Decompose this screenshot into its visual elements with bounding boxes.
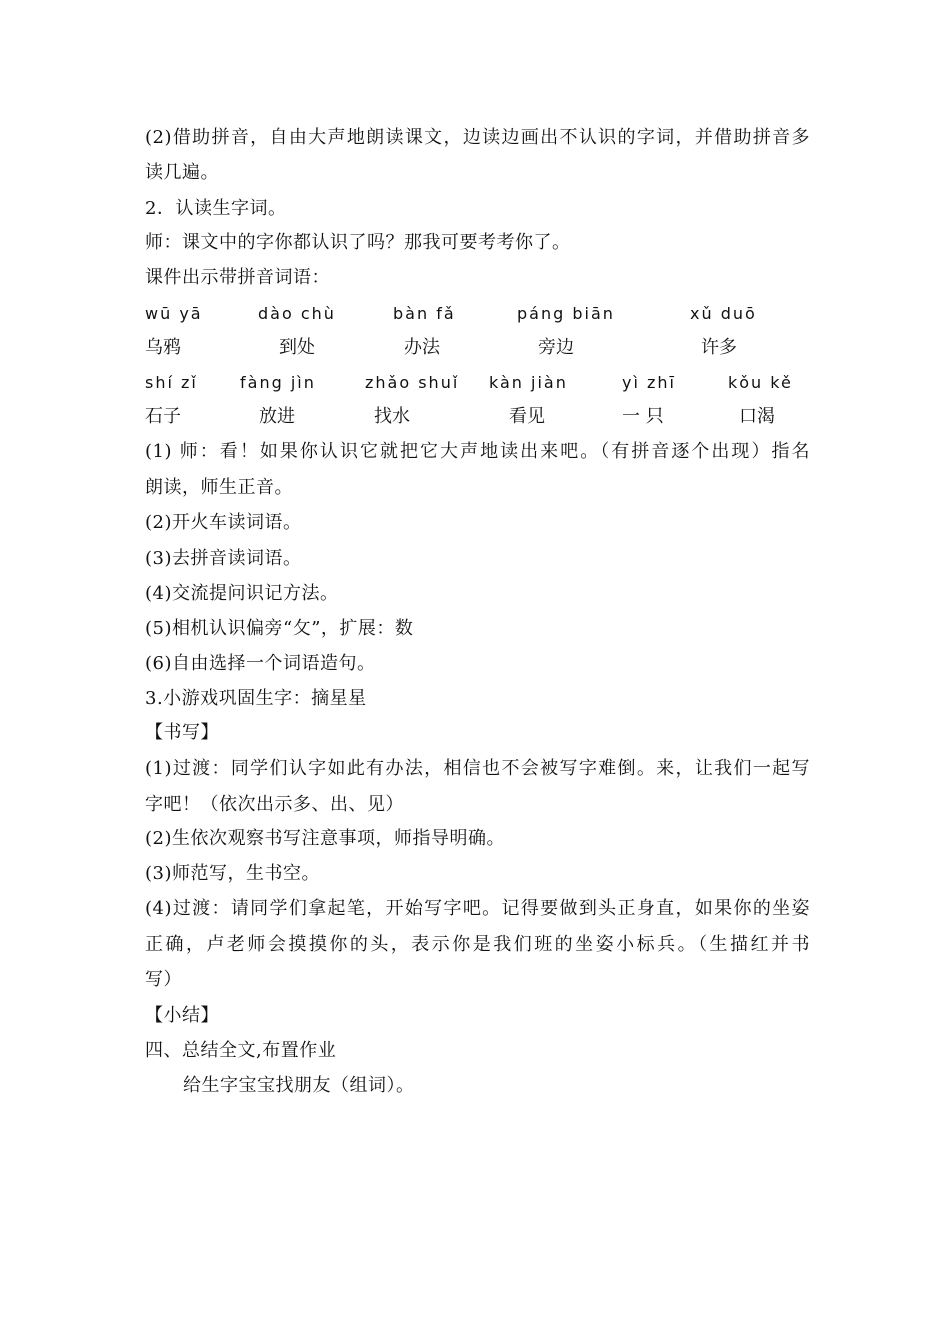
vocab-word: 一 只	[622, 406, 664, 427]
section-heading: 2．认读生字词。	[145, 198, 287, 219]
paragraph-line: 写）	[145, 969, 182, 990]
paragraph-line: (3)去拼音读词语。	[145, 548, 302, 569]
pinyin-label: shí zǐ	[145, 373, 198, 392]
vocab-word: 到处	[279, 337, 315, 358]
section-heading: 【书写】	[145, 722, 219, 743]
pinyin-label: dào chù	[258, 304, 336, 323]
paragraph-line: 读几遍。	[145, 162, 219, 183]
vocab-word: 乌鸦	[145, 337, 181, 358]
vocab-word: 找水	[374, 406, 410, 427]
paragraph-line: (5)相机认识偏旁“攵”，扩展：数	[145, 618, 414, 639]
pinyin-label: kàn jiàn	[489, 373, 568, 392]
paragraph-line: (1)过渡：同学们认字如此有办法，相信也不会被写字难倒。来，让我们一起写	[145, 758, 810, 779]
paragraph-line: (2)开火车读词语。	[145, 512, 302, 533]
section-heading: 四、总结全文,布置作业	[145, 1040, 337, 1061]
vocab-word: 口渴	[739, 406, 775, 427]
paragraph-line: (4)交流提问识记方法。	[145, 583, 339, 604]
paragraph-line: (3)师范写，生书空。	[145, 863, 320, 884]
paragraph-line: 正确，卢老师会摸摸你的头，表示你是我们班的坐姿小标兵。（生描红并书	[145, 934, 810, 955]
section-heading: 【小结】	[145, 1005, 219, 1026]
pinyin-label: fàng jìn	[240, 373, 316, 392]
paragraph-line: 字吧！（依次出示多、出、见）	[145, 794, 404, 815]
paragraph-line: (6)自由选择一个词语造句。	[145, 653, 376, 674]
vocab-word: 办法	[404, 337, 440, 358]
paragraph-line: (4)过渡：请同学们拿起笔，开始写字吧。记得要做到头正身直，如果你的坐姿	[145, 898, 810, 919]
pinyin-label: wū yā	[145, 304, 203, 323]
pinyin-label: zhǎo shuǐ	[365, 373, 460, 392]
pinyin-label: kǒu kě	[728, 373, 793, 392]
paragraph-line: 课件出示带拼音词语：	[145, 267, 330, 288]
paragraph-line: 朗读，师生正音。	[145, 477, 293, 498]
paragraph-line: (2)借助拼音，自由大声地朗读课文，边读边画出不认识的字词，并借助拼音多	[145, 127, 810, 148]
vocab-word: 旁边	[538, 337, 574, 358]
pinyin-label: yì zhī	[622, 373, 676, 392]
pinyin-label: xǔ duō	[690, 304, 757, 323]
paragraph-line: (2)生依次观察书写注意事项，师指导明确。	[145, 828, 505, 849]
pinyin-label: bàn fǎ	[393, 304, 456, 323]
vocab-word: 放进	[259, 406, 295, 427]
pinyin-label: páng biān	[517, 304, 615, 323]
paragraph-line: 师：课文中的字你都认识了吗？那我可要考考你了。	[145, 232, 571, 253]
paragraph-line: (1) 师：看！如果你认识它就把它大声地读出来吧。（有拼音逐个出现）指名	[145, 441, 810, 462]
vocab-word: 许多	[701, 337, 737, 358]
vocab-word: 看见	[509, 406, 545, 427]
section-heading: 3.小游戏巩固生字：摘星星	[145, 688, 367, 709]
vocab-word: 石子	[145, 406, 181, 427]
paragraph-line: 给生字宝宝找朋友（组词）。	[183, 1075, 415, 1096]
